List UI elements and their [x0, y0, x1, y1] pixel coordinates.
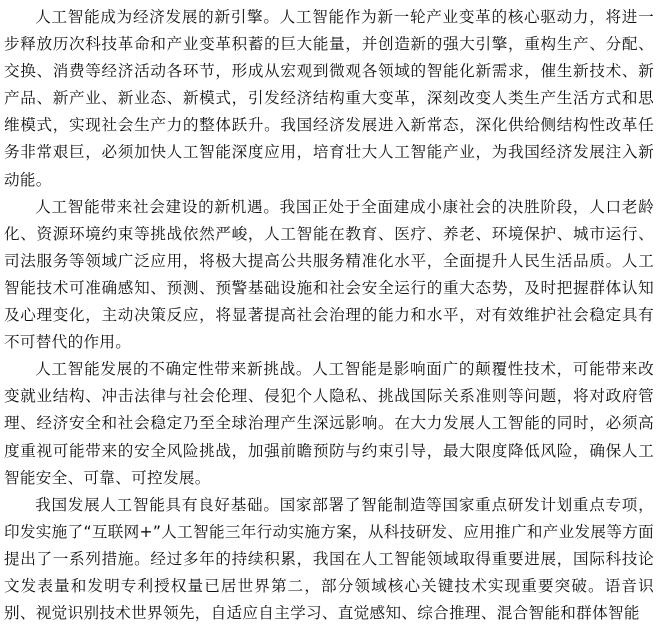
- paragraph-good-foundation: 我国发展人工智能具有良好基础。国家部署了智能制造等国家重点研发计划重点专项，印发实施了“互联网+”人工智能三年行动实施方案，从科技研发、应用推广和产业发展等方面提出了一系列措施。经过多年的持续积累，我国在人工智能领域取得重要进展，国际科技论文发表量和发明专利授权量已居世界第二，部分领域核心关键技术实现重要突破。语音识别、视觉识别技术世界领先，自适应自主学习、直觉感知、综合推理、混合智能和群体智能: [4, 495, 654, 623]
- paragraph-new-challenges: 人工智能发展的不确定性带来新挑战。人工智能是影响面广的颠覆性技术，可能带来改变就业结构、冲击法律与社会伦理、侵犯个人隐私、挑战国际关系准则等问题，将对政府管理、经济安全和社会稳定乃至全球治理产生深远影响。在大力发展人工智能的同时，必须高度重视可能带来的安全风险挑战，加强前瞻预防与约束引导，最大限度降低风险，确保人工智能安全、可靠、可控发展。: [4, 360, 654, 487]
- paragraph-economic-engine: 人工智能成为经济发展的新引擎。人工智能作为新一轮产业变革的核心驱动力，将进一步释放历次科技革命和产业变革积蓄的巨大能量，并创造新的强大引擎，重构生产、分配、交换、消费等经济活动各环节，形成从宏观到微观各领域的智能化新需求，催生新技术、新产品、新产业、新业态、新模式，引发经济结构重大变革，深刻改变人类生产生活方式和思维模式，实现社会生产力的整体跃升。我国经济发展进入新常态，深化供给侧结构性改革任务非常艰巨，必须加快人工智能深度应用，培育壮大人工智能产业，为我国经济发展注入新动能。: [4, 8, 654, 189]
- paragraph-social-opportunity: 人工智能带来社会建设的新机遇。我国正处于全面建成小康社会的决胜阶段，人口老龄化、资源环境约束等挑战依然严峻，人工智能在教育、医疗、养老、环境保护、城市运行、司法服务等领域广泛应用，将极大提高公共服务精准化水平，全面提升人民生活品质。人工智能技术可准确感知、预测、预警基础设施和社会安全运行的重大态势，及时把握群体认知及心理变化，主动决策反应，将显著提高社会治理的能力和水平，对有效维护社会稳定具有不可替代的作用。: [4, 197, 654, 352]
